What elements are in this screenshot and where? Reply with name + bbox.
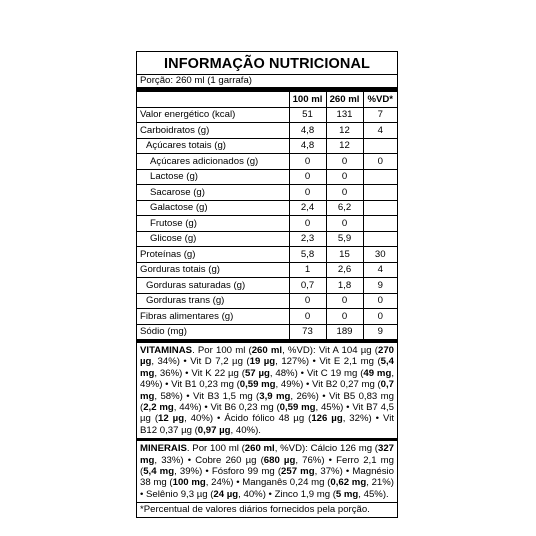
minerals-text-segment: . Por 100 ml ( bbox=[186, 443, 245, 455]
minerals-text-segment: 680 µg bbox=[263, 454, 296, 466]
nutrient-name: Gorduras trans (g) bbox=[137, 293, 289, 309]
vitamins-text-segment: 19 µg bbox=[249, 356, 276, 368]
value-vd: 30 bbox=[363, 247, 397, 263]
panel-title: INFORMAÇÃO NUTRICIONAL bbox=[164, 56, 370, 72]
nutrient-name: Gorduras totais (g) bbox=[137, 262, 289, 278]
vitamins-text-segment: 0,59 mg bbox=[239, 379, 276, 391]
value-vd bbox=[363, 231, 397, 247]
table-header-row bbox=[137, 92, 397, 107]
nutrition-table bbox=[137, 92, 397, 343]
vitamins-text-segment: 49 mg bbox=[363, 367, 392, 379]
value-260ml: 0 bbox=[326, 185, 363, 201]
vitamins-text-segment: VITAMINAS bbox=[140, 345, 193, 356]
vitamins-text-segment: , 49%) • Vit B2 0,27 mg ( bbox=[275, 379, 381, 391]
value-260ml: 0 bbox=[326, 154, 363, 170]
vitamins-text-segment: , 45%) • Vit B7 4,5 µg ( bbox=[140, 402, 394, 425]
minerals-text-segment: 0,62 mg bbox=[330, 477, 367, 489]
vitamins-paragraph bbox=[137, 343, 397, 438]
minerals-text-segment: MINERAIS bbox=[140, 443, 187, 455]
value-260ml: 12 bbox=[326, 138, 363, 154]
vitamins-text-segment: , 34%) • Vit D 7,2 µg ( bbox=[151, 356, 250, 368]
minerals-text-segment: , 76%) • Ferro 2,1 mg ( bbox=[140, 454, 394, 478]
minerals-text-segment: , %VD): Cálcio 126 mg ( bbox=[274, 443, 378, 455]
nutrition-facts-panel bbox=[136, 51, 398, 518]
vitamins-text-segment: , 40%). bbox=[230, 424, 261, 436]
minerals-text-segment: 5,4 mg bbox=[143, 466, 175, 478]
table-row bbox=[137, 231, 397, 247]
table-row bbox=[137, 309, 397, 325]
vitamins-text-segment: 0,59 mg bbox=[279, 402, 316, 414]
value-vd: 0 bbox=[363, 154, 397, 170]
nutrient-name: Valor energético (kcal) bbox=[137, 107, 289, 123]
table-row bbox=[137, 154, 397, 170]
minerals-text-segment: 100 mg bbox=[172, 477, 206, 489]
column-header-100ml: 100 ml bbox=[289, 92, 326, 107]
value-260ml: 6,2 bbox=[326, 200, 363, 216]
minerals-text-segment: 257 mg bbox=[281, 466, 315, 478]
value-260ml: 15 bbox=[326, 247, 363, 263]
vitamins-text-segment: 270 µg bbox=[140, 345, 394, 368]
minerals-text-segment: , 37%) • Magnésio 38 mg ( bbox=[140, 466, 394, 489]
nutrient-name: Açúcares totais (g) bbox=[137, 138, 289, 154]
value-100ml: 51 bbox=[289, 107, 326, 123]
value-100ml: 0 bbox=[289, 169, 326, 185]
nutrient-name: Galactose (g) bbox=[137, 200, 289, 216]
nutrition-table-body bbox=[137, 92, 397, 341]
value-100ml: 0 bbox=[289, 216, 326, 232]
value-260ml: 12 bbox=[326, 123, 363, 139]
vitamins-text-segment: , 58%) • Vit B3 1,5 mg ( bbox=[154, 390, 260, 402]
value-100ml: 4,8 bbox=[289, 123, 326, 139]
nutrient-name: Sacarose (g) bbox=[137, 185, 289, 201]
vitamins-text-segment: , 40%) • Ácido fólico 48 µg ( bbox=[184, 413, 312, 425]
value-100ml: 4,8 bbox=[289, 138, 326, 154]
nutrient-name: Sódio (mg) bbox=[137, 324, 289, 341]
vitamins-text-segment: , 127%) • Vit E 2,1 mg ( bbox=[275, 356, 381, 368]
value-100ml: 0,7 bbox=[289, 278, 326, 294]
vitamins-text-segment: 5,4 mg bbox=[140, 356, 394, 379]
value-260ml: 5,9 bbox=[326, 231, 363, 247]
minerals-text-segment: , 45%). bbox=[358, 488, 389, 500]
nutrient-name: Glicose (g) bbox=[137, 231, 289, 247]
nutrient-name: Proteínas (g) bbox=[137, 247, 289, 263]
value-100ml: 0 bbox=[289, 309, 326, 325]
value-100ml: 5,8 bbox=[289, 247, 326, 263]
value-100ml: 2,3 bbox=[289, 231, 326, 247]
vitamins-text-segment: 3,9 mg bbox=[259, 390, 291, 402]
value-vd: 9 bbox=[363, 278, 397, 294]
vitamins-text-segment: 2,2 mg bbox=[143, 402, 174, 414]
nutrient-name: Frutose (g) bbox=[137, 216, 289, 232]
minerals-text-segment: , 21%) • Selênio 9,3 µg ( bbox=[140, 477, 394, 500]
table-row bbox=[137, 216, 397, 232]
value-260ml: 189 bbox=[326, 324, 363, 341]
minerals-text-segment: 5 mg bbox=[335, 488, 359, 500]
nutrient-name: Gorduras saturadas (g) bbox=[137, 278, 289, 294]
vitamins-text-segment: , 26%) • Vit B5 0,83 mg ( bbox=[140, 390, 394, 414]
vitamins-text-segment: , 48%) • Vit C 19 mg ( bbox=[269, 367, 364, 379]
value-100ml: 0 bbox=[289, 185, 326, 201]
value-100ml: 73 bbox=[289, 324, 326, 341]
table-row bbox=[137, 324, 397, 341]
vitamins-text-segment: 57 µg bbox=[244, 367, 270, 379]
value-260ml: 0 bbox=[326, 169, 363, 185]
table-row bbox=[137, 123, 397, 139]
minerals-text-segment: , 33%) • Cobre 260 µg ( bbox=[154, 454, 264, 466]
value-260ml: 1,8 bbox=[326, 278, 363, 294]
table-row bbox=[137, 247, 397, 263]
footnote: *Percentual de valores diários fornecidos pela porção. bbox=[137, 502, 397, 517]
header-blank-cell bbox=[137, 92, 289, 107]
value-vd: 4 bbox=[363, 262, 397, 278]
vitamins-text-segment: , 36%) • Vit K 22 µg ( bbox=[154, 367, 245, 379]
nutrient-name: Carboidratos (g) bbox=[137, 123, 289, 139]
table-row bbox=[137, 278, 397, 294]
table-row bbox=[137, 262, 397, 278]
minerals-text-segment: 327 mg bbox=[140, 443, 395, 466]
value-260ml: 0 bbox=[326, 309, 363, 325]
minerals-paragraph bbox=[137, 438, 397, 502]
column-header-vd: %VD* bbox=[363, 92, 397, 107]
vitamins-text-segment: , %VD): Vit A 104 µg ( bbox=[282, 345, 378, 356]
value-100ml: 1 bbox=[289, 262, 326, 278]
portion-size: Porção: 260 ml (1 garrafa) bbox=[137, 74, 397, 87]
table-row bbox=[137, 169, 397, 185]
value-100ml: 0 bbox=[289, 293, 326, 309]
vitamins-text-segment: , 44%) • Vit B6 0,23 mg ( bbox=[173, 402, 280, 414]
minerals-text-segment: , 39%) • Fósforo 99 mg ( bbox=[174, 466, 282, 478]
value-vd: 0 bbox=[363, 293, 397, 309]
table-row bbox=[137, 107, 397, 123]
table-row bbox=[137, 138, 397, 154]
column-header-260ml: 260 ml bbox=[326, 92, 363, 107]
minerals-text-segment: 24 µg bbox=[213, 488, 239, 500]
nutrient-name: Fibras alimentares (g) bbox=[137, 309, 289, 325]
vitamins-text-segment: . Por 100 ml ( bbox=[192, 345, 252, 356]
value-vd bbox=[363, 169, 397, 185]
value-100ml: 2,4 bbox=[289, 200, 326, 216]
value-vd bbox=[363, 138, 397, 154]
value-vd: 9 bbox=[363, 324, 397, 341]
vitamins-text-segment: , 32%) • Vit B12 0,37 µg ( bbox=[140, 413, 395, 436]
value-100ml: 0 bbox=[289, 154, 326, 170]
value-vd: 7 bbox=[363, 107, 397, 123]
value-vd bbox=[363, 200, 397, 216]
vitamins-text-segment: 0,97 µg bbox=[197, 424, 231, 436]
table-row bbox=[137, 185, 397, 201]
minerals-text-segment: 260 ml bbox=[244, 443, 275, 455]
value-vd: 4 bbox=[363, 123, 397, 139]
vitamins-text-segment: 12 µg bbox=[158, 413, 185, 425]
nutrient-name: Lactose (g) bbox=[137, 169, 289, 185]
table-row bbox=[137, 293, 397, 309]
nutrient-name: Açúcares adicionados (g) bbox=[137, 154, 289, 170]
table-row bbox=[137, 200, 397, 216]
value-260ml: 0 bbox=[326, 216, 363, 232]
vitamins-text-segment: 126 µg bbox=[311, 413, 343, 425]
value-260ml: 0 bbox=[326, 293, 363, 309]
minerals-text-segment: , 40%) • Zinco 1,9 mg ( bbox=[238, 488, 336, 500]
vitamins-text-segment: 0,7 mg bbox=[140, 379, 394, 402]
value-260ml: 2,6 bbox=[326, 262, 363, 278]
value-vd bbox=[363, 185, 397, 201]
vitamins-text-segment: 260 ml bbox=[251, 345, 283, 356]
value-vd: 0 bbox=[363, 309, 397, 325]
minerals-text-segment: , 24%) • Manganês 0,24 mg ( bbox=[205, 477, 331, 489]
value-vd bbox=[363, 216, 397, 232]
vitamins-text-segment: , 49%) • Vit B1 0,23 mg ( bbox=[140, 367, 394, 391]
value-260ml: 131 bbox=[326, 107, 363, 123]
